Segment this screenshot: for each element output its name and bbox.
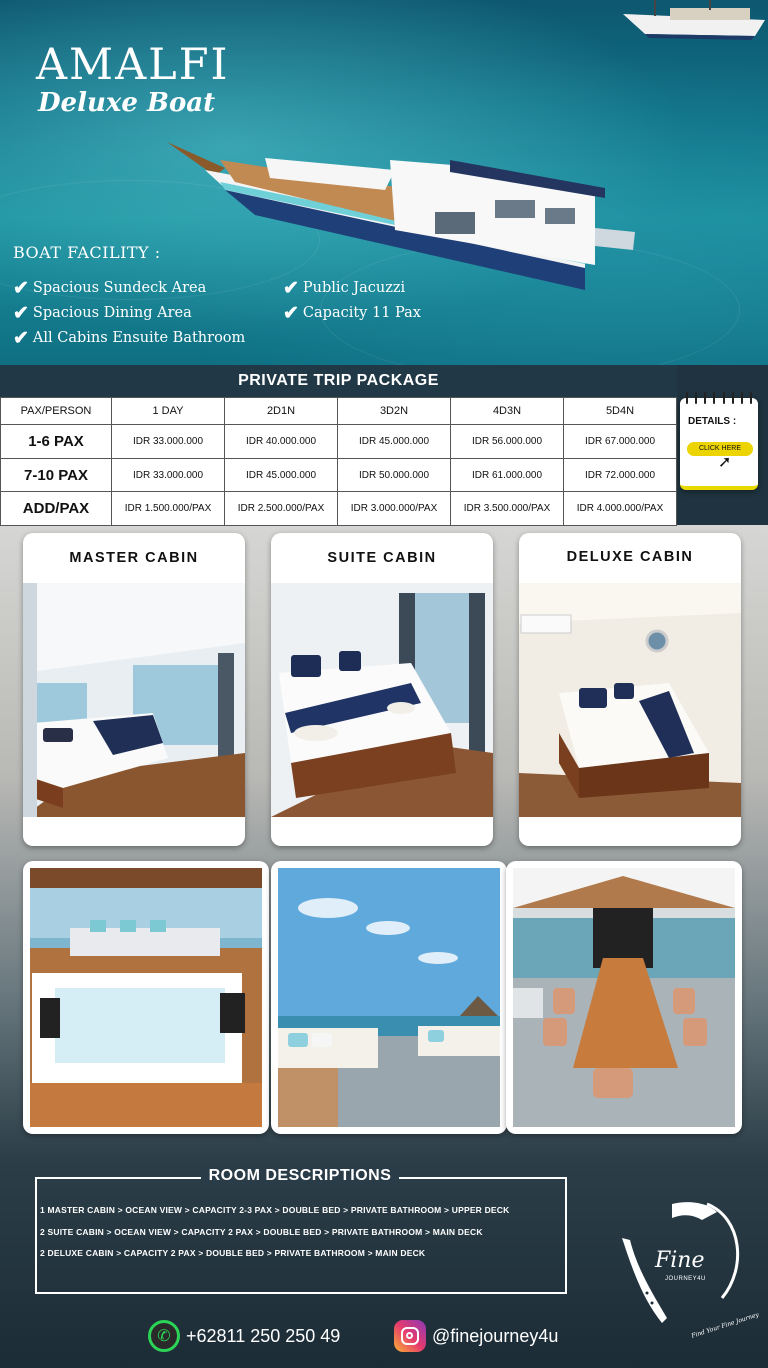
sundeck-card xyxy=(271,861,507,1134)
suite-cabin-card xyxy=(271,533,493,846)
description-line: 2 SUITE CABIN > OCEAN VIEW > CAPACITY 2 PAX > DOUBLE BED > PRIVATE BATHROOM > MAIN DECK xyxy=(40,1227,483,1237)
price-cell: IDR 4.000.000/PAX xyxy=(564,492,677,526)
brand-sub: JOURNEY4U xyxy=(665,1276,706,1282)
description-line: 1 MASTER CABIN > OCEAN VIEW > CAPACITY 2-3 PAX > DOUBLE BED > PRIVATE BATHROOM > UPPER DECK xyxy=(40,1205,510,1215)
room-descriptions-title xyxy=(0,1167,600,1185)
dining-image xyxy=(513,868,735,1127)
checkmark-icon: ✔ xyxy=(13,302,29,324)
phone-number: +62811 250 250 49 xyxy=(186,1325,341,1346)
facility-item xyxy=(13,327,245,349)
jacuzzi-card xyxy=(23,861,269,1134)
table-header: 2D1N xyxy=(225,398,338,425)
price-cell: IDR 2.500.000/PAX xyxy=(225,492,338,526)
price-cell: IDR 72.000.000 xyxy=(564,459,677,492)
click-here-button[interactable]: CLICK HERE xyxy=(687,442,753,456)
suite-cabin-photo xyxy=(271,583,493,817)
deluxe-cabin-image xyxy=(519,583,741,817)
price-cell: IDR 33.000.000 xyxy=(112,425,225,459)
package-title: PRIVATE TRIP PACKAGE xyxy=(0,365,677,397)
cabin-title: DELUXE CABIN xyxy=(566,549,694,565)
price-cell: IDR 61.000.000 xyxy=(451,459,564,492)
master-cabin-card xyxy=(23,533,245,846)
sundeck-photo xyxy=(278,868,500,1127)
facility-label: Capacity 11 Pax xyxy=(302,305,421,321)
whatsapp-icon: ✆ xyxy=(148,1320,180,1352)
row-label: ADD/PAX xyxy=(1,492,112,526)
details-card[interactable] xyxy=(680,398,758,490)
table-header-row xyxy=(1,398,677,425)
details-label: DETAILS : xyxy=(688,416,737,427)
room-descriptions-title-text: ROOM DESCRIPTIONS xyxy=(201,1167,400,1184)
price-cell: IDR 45.000.000 xyxy=(338,425,451,459)
price-cell: IDR 50.000.000 xyxy=(338,459,451,492)
facility-label: Public Jacuzzi xyxy=(302,280,406,296)
table-header: 3D2N xyxy=(338,398,451,425)
price-table xyxy=(0,365,677,526)
facility-item xyxy=(13,302,192,324)
table-header: 1 DAY xyxy=(112,398,225,425)
amalfi-boat-image xyxy=(165,140,640,295)
hero-section xyxy=(0,0,768,365)
table-row xyxy=(1,425,677,459)
instagram-contact[interactable] xyxy=(394,1320,558,1352)
notepad-spiral xyxy=(686,392,752,404)
deluxe-cabin-card xyxy=(519,533,741,846)
price-cell: IDR 40.000.000 xyxy=(225,425,338,459)
price-cell: IDR 33.000.000 xyxy=(112,459,225,492)
whatsapp-contact[interactable] xyxy=(148,1320,340,1352)
master-cabin-photo xyxy=(23,583,245,817)
facility-item xyxy=(13,277,206,299)
facility-item xyxy=(283,302,421,324)
suite-cabin-image xyxy=(271,583,493,817)
checkmark-icon: ✔ xyxy=(283,277,299,299)
jacuzzi-photo xyxy=(30,868,262,1127)
row-label: 1-6 PAX xyxy=(1,425,112,459)
boat-title: AMALFI xyxy=(36,40,230,90)
price-cell: IDR 3.500.000/PAX xyxy=(451,492,564,526)
checkmark-icon: ✔ xyxy=(283,302,299,324)
checkmark-icon: ✔ xyxy=(13,327,29,349)
price-cell: IDR 45.000.000 xyxy=(225,459,338,492)
jacuzzi-image xyxy=(30,868,262,1127)
instagram-icon xyxy=(394,1320,426,1352)
cabin-title: MASTER CABIN xyxy=(69,550,199,566)
master-cabin-image xyxy=(23,583,245,817)
row-label: 7-10 PAX xyxy=(1,459,112,492)
checkmark-icon: ✔ xyxy=(13,277,29,299)
table-header: PAX/PERSON xyxy=(1,398,112,425)
table-header: 4D3N xyxy=(451,398,564,425)
price-cell: IDR 56.000.000 xyxy=(451,425,564,459)
facility-label: All Cabins Ensuite Bathroom xyxy=(32,330,246,346)
boat-subtitle: Deluxe Boat xyxy=(38,88,216,118)
facility-item xyxy=(283,277,405,299)
price-cell: IDR 3.000.000/PAX xyxy=(338,492,451,526)
price-cell: IDR 1.500.000/PAX xyxy=(112,492,225,526)
table-header: 5D4N xyxy=(564,398,677,425)
dining-photo xyxy=(513,868,735,1127)
table-row xyxy=(1,459,677,492)
dining-card xyxy=(506,861,742,1134)
cursor-icon: ➚ xyxy=(718,454,732,471)
distant-boat-image xyxy=(615,0,768,42)
brand-name: Fine xyxy=(655,1248,705,1273)
price-cell: IDR 67.000.000 xyxy=(564,425,677,459)
facility-label: Spacious Sundeck Area xyxy=(32,280,207,296)
sundeck-image xyxy=(278,868,500,1127)
table-row xyxy=(1,492,677,526)
cabin-title: SUITE CABIN xyxy=(327,550,437,566)
description-line: 2 DELUXE CABIN > CAPACITY 2 PAX > DOUBLE BED > PRIVATE BATHROOM > MAIN DECK xyxy=(40,1248,426,1258)
facility-title: BOAT FACILITY : xyxy=(13,243,161,262)
instagram-handle: @finejourney4u xyxy=(432,1325,559,1346)
deluxe-cabin-photo xyxy=(519,583,741,817)
brand-tagline: Find Your Fine Journey xyxy=(690,1311,760,1340)
facility-label: Spacious Dining Area xyxy=(32,305,192,321)
